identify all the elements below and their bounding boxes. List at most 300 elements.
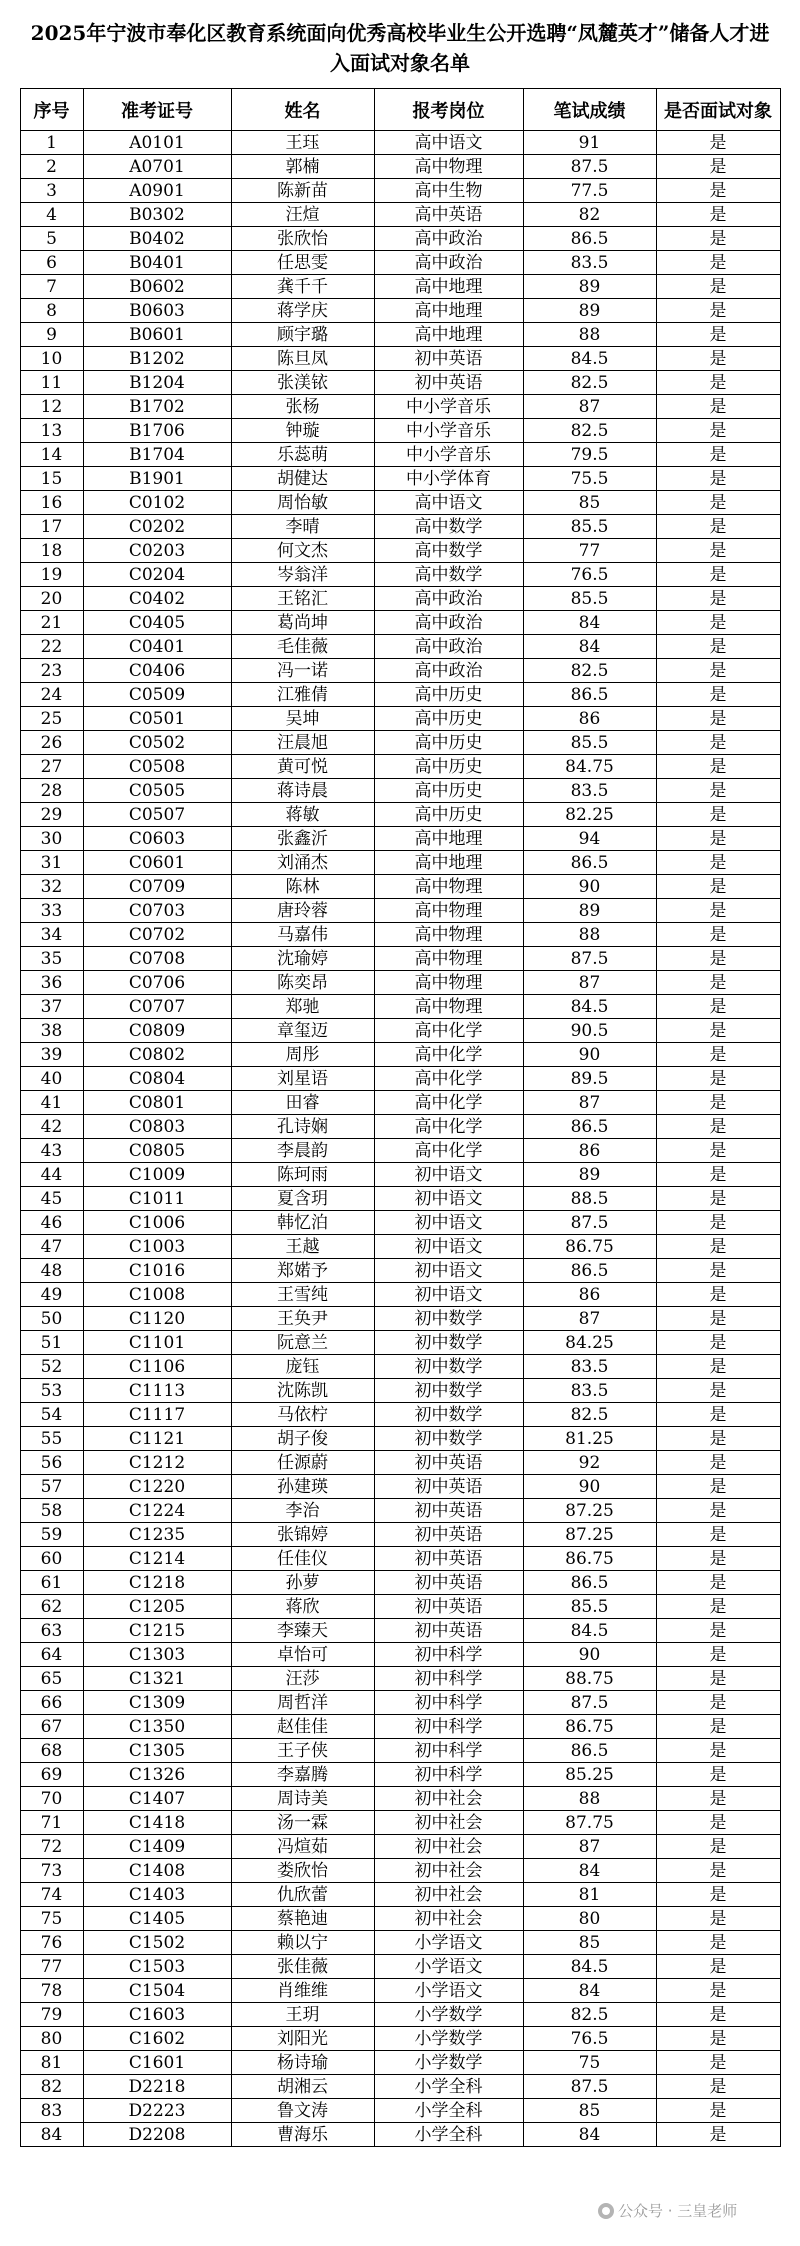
cell-score: 88.5	[523, 1187, 656, 1211]
table-row	[20, 971, 780, 995]
table-row	[20, 155, 780, 179]
cell-name: 马依柠	[231, 1403, 374, 1427]
cell-exam-id: B1704	[83, 443, 231, 467]
cell-name: 沈瑜婷	[231, 947, 374, 971]
cell-index: 53	[20, 1379, 83, 1403]
cell-score: 77	[523, 539, 656, 563]
cell-exam-id: C0508	[83, 755, 231, 779]
cell-index: 42	[20, 1115, 83, 1139]
cell-position: 高中语文	[374, 131, 523, 155]
cell-exam-id: C0405	[83, 611, 231, 635]
table-row	[20, 2027, 780, 2051]
cell-position: 高中历史	[374, 779, 523, 803]
cell-exam-id: C1121	[83, 1427, 231, 1451]
cell-index: 72	[20, 1835, 83, 1859]
cell-interview: 是	[656, 347, 780, 371]
cell-exam-id: C0406	[83, 659, 231, 683]
cell-name: 孙建瑛	[231, 1475, 374, 1499]
cell-interview: 是	[656, 851, 780, 875]
cell-exam-id: C0502	[83, 731, 231, 755]
cell-exam-id: C1113	[83, 1379, 231, 1403]
cell-interview: 是	[656, 611, 780, 635]
cell-score: 91	[523, 131, 656, 155]
cell-position: 初中科学	[374, 1667, 523, 1691]
watermark	[598, 2200, 737, 2221]
title-line-2: 入面试对象名单	[330, 51, 470, 75]
cell-name: 李晨韵	[231, 1139, 374, 1163]
cell-name: 王珏	[231, 131, 374, 155]
cell-interview: 是	[656, 1163, 780, 1187]
cell-position: 初中数学	[374, 1307, 523, 1331]
table-row	[20, 1211, 780, 1235]
cell-index: 14	[20, 443, 83, 467]
cell-index: 59	[20, 1523, 83, 1547]
cell-position: 初中数学	[374, 1331, 523, 1355]
table-row	[20, 1739, 780, 1763]
cell-exam-id: C0601	[83, 851, 231, 875]
cell-exam-id: C0801	[83, 1091, 231, 1115]
cell-name: 孙萝	[231, 1571, 374, 1595]
table-row	[20, 251, 780, 275]
table-row	[20, 1283, 780, 1307]
cell-score: 89.5	[523, 1067, 656, 1091]
table-row	[20, 2003, 780, 2027]
cell-name: 乐蕊萌	[231, 443, 374, 467]
cell-name: 沈陈凯	[231, 1379, 374, 1403]
cell-score: 84.25	[523, 1331, 656, 1355]
cell-name: 王子侠	[231, 1739, 374, 1763]
cell-exam-id: C1220	[83, 1475, 231, 1499]
cell-name: 杨诗瑜	[231, 2051, 374, 2075]
page-title	[20, 0, 780, 78]
cell-index: 49	[20, 1283, 83, 1307]
table-row	[20, 1307, 780, 1331]
cell-exam-id: C1601	[83, 2051, 231, 2075]
cell-interview: 是	[656, 1547, 780, 1571]
cell-interview: 是	[656, 1499, 780, 1523]
table-row	[20, 1979, 780, 2003]
cell-position: 小学全科	[374, 2099, 523, 2123]
table-row	[20, 947, 780, 971]
cell-exam-id: C1215	[83, 1619, 231, 1643]
cell-index: 46	[20, 1211, 83, 1235]
cell-position: 初中科学	[374, 1691, 523, 1715]
cell-position: 初中英语	[374, 347, 523, 371]
cell-index: 45	[20, 1187, 83, 1211]
cell-index: 79	[20, 2003, 83, 2027]
cell-position: 初中英语	[374, 1475, 523, 1499]
cell-score: 82.5	[523, 2003, 656, 2027]
cell-score: 87.5	[523, 1691, 656, 1715]
cell-index: 40	[20, 1067, 83, 1091]
table-row	[20, 1547, 780, 1571]
cell-name: 蒋欣	[231, 1595, 374, 1619]
cell-interview: 是	[656, 1883, 780, 1907]
cell-position: 高中政治	[374, 227, 523, 251]
cell-interview: 是	[656, 659, 780, 683]
cell-interview: 是	[656, 323, 780, 347]
cell-interview: 是	[656, 1283, 780, 1307]
cell-position: 初中科学	[374, 1643, 523, 1667]
table-row	[20, 1355, 780, 1379]
cell-name: 汤一霖	[231, 1811, 374, 1835]
cell-exam-id: B1202	[83, 347, 231, 371]
cell-name: 李治	[231, 1499, 374, 1523]
cell-score: 79.5	[523, 443, 656, 467]
cell-index: 28	[20, 779, 83, 803]
cell-interview: 是	[656, 2075, 780, 2099]
cell-score: 87	[523, 395, 656, 419]
cell-position: 高中化学	[374, 1139, 523, 1163]
table-row	[20, 131, 780, 155]
cell-exam-id: C1504	[83, 1979, 231, 2003]
cell-score: 85.5	[523, 1595, 656, 1619]
table-row	[20, 1235, 780, 1259]
cell-name: 周怡敏	[231, 491, 374, 515]
cell-name: 郭楠	[231, 155, 374, 179]
cell-position: 小学数学	[374, 2051, 523, 2075]
cell-position: 初中英语	[374, 1499, 523, 1523]
cell-score: 86.5	[523, 683, 656, 707]
cell-exam-id: C1503	[83, 1955, 231, 1979]
cell-index: 60	[20, 1547, 83, 1571]
cell-name: 龚千千	[231, 275, 374, 299]
cell-interview: 是	[656, 419, 780, 443]
table-row	[20, 1187, 780, 1211]
cell-index: 75	[20, 1907, 83, 1931]
cell-exam-id: C1218	[83, 1571, 231, 1595]
cell-name: 周哲洋	[231, 1691, 374, 1715]
cell-position: 初中社会	[374, 1907, 523, 1931]
table-row	[20, 1907, 780, 1931]
cell-exam-id: C1405	[83, 1907, 231, 1931]
cell-interview: 是	[656, 947, 780, 971]
cell-name: 江雅倩	[231, 683, 374, 707]
cell-score: 86.5	[523, 1739, 656, 1763]
cell-interview: 是	[656, 1811, 780, 1835]
cell-name: 刘涌杰	[231, 851, 374, 875]
cell-exam-id: C1016	[83, 1259, 231, 1283]
cell-interview: 是	[656, 491, 780, 515]
cell-interview: 是	[656, 779, 780, 803]
cell-index: 43	[20, 1139, 83, 1163]
cell-interview: 是	[656, 131, 780, 155]
cell-score: 88.75	[523, 1667, 656, 1691]
table-row	[20, 899, 780, 923]
cell-exam-id: A0101	[83, 131, 231, 155]
cell-position: 小学全科	[374, 2123, 523, 2147]
cell-score: 85.25	[523, 1763, 656, 1787]
cell-name: 王奂尹	[231, 1307, 374, 1331]
cell-exam-id: B1204	[83, 371, 231, 395]
cell-interview: 是	[656, 1571, 780, 1595]
cell-name: 王铭汇	[231, 587, 374, 611]
cell-exam-id: C0702	[83, 923, 231, 947]
table-row	[20, 803, 780, 827]
cell-index: 67	[20, 1715, 83, 1739]
cell-interview: 是	[656, 827, 780, 851]
cell-score: 85.5	[523, 515, 656, 539]
table-row	[20, 1811, 780, 1835]
cell-interview: 是	[656, 539, 780, 563]
cell-interview: 是	[656, 1595, 780, 1619]
cell-exam-id: C0805	[83, 1139, 231, 1163]
watermark-text: 公众号 · 三皇老师	[618, 2202, 738, 2220]
cell-position: 小学语文	[374, 1931, 523, 1955]
cell-index: 33	[20, 899, 83, 923]
table-row	[20, 467, 780, 491]
table-row	[20, 371, 780, 395]
cell-position: 初中英语	[374, 1571, 523, 1595]
cell-position: 初中英语	[374, 371, 523, 395]
cell-index: 19	[20, 563, 83, 587]
cell-score: 87	[523, 1307, 656, 1331]
cell-name: 任思雯	[231, 251, 374, 275]
cell-position: 初中科学	[374, 1763, 523, 1787]
cell-name: 周彤	[231, 1043, 374, 1067]
cell-score: 87	[523, 1091, 656, 1115]
cell-interview: 是	[656, 1043, 780, 1067]
cell-name: 仇欣蕾	[231, 1883, 374, 1907]
cell-index: 10	[20, 347, 83, 371]
cell-index: 29	[20, 803, 83, 827]
cell-name: 汪莎	[231, 1667, 374, 1691]
cell-exam-id: C1321	[83, 1667, 231, 1691]
cell-interview: 是	[656, 1427, 780, 1451]
cell-name: 冯煊茹	[231, 1835, 374, 1859]
cell-score: 75	[523, 2051, 656, 2075]
table-row	[20, 1763, 780, 1787]
cell-name: 鲁文涛	[231, 2099, 374, 2123]
cell-name: 陈珂雨	[231, 1163, 374, 1187]
cell-name: 唐玲蓉	[231, 899, 374, 923]
table-row	[20, 1715, 780, 1739]
cell-score: 89	[523, 899, 656, 923]
cell-position: 高中地理	[374, 299, 523, 323]
table-row	[20, 1451, 780, 1475]
header-interview: 是否面试对象	[656, 89, 780, 131]
cell-exam-id: C0802	[83, 1043, 231, 1067]
cell-name: 陈旦凤	[231, 347, 374, 371]
cell-exam-id: C1224	[83, 1499, 231, 1523]
cell-index: 81	[20, 2051, 83, 2075]
cell-score: 92	[523, 1451, 656, 1475]
cell-position: 高中物理	[374, 995, 523, 1019]
cell-interview: 是	[656, 1187, 780, 1211]
cell-score: 84	[523, 635, 656, 659]
cell-index: 12	[20, 395, 83, 419]
cell-index: 35	[20, 947, 83, 971]
table-row	[20, 323, 780, 347]
cell-interview: 是	[656, 2123, 780, 2147]
cell-score: 87.5	[523, 155, 656, 179]
cell-index: 71	[20, 1811, 83, 1835]
cell-name: 韩忆泊	[231, 1211, 374, 1235]
cell-interview: 是	[656, 515, 780, 539]
cell-exam-id: B1706	[83, 419, 231, 443]
cell-exam-id: C1326	[83, 1763, 231, 1787]
cell-name: 刘星语	[231, 1067, 374, 1091]
cell-exam-id: C0401	[83, 635, 231, 659]
cell-position: 高中化学	[374, 1091, 523, 1115]
cell-index: 57	[20, 1475, 83, 1499]
cell-position: 高中化学	[374, 1115, 523, 1139]
cell-score: 85	[523, 1931, 656, 1955]
cell-index: 68	[20, 1739, 83, 1763]
table-row	[20, 1667, 780, 1691]
cell-interview: 是	[656, 1787, 780, 1811]
cell-interview: 是	[656, 395, 780, 419]
cell-index: 55	[20, 1427, 83, 1451]
cell-interview: 是	[656, 155, 780, 179]
cell-interview: 是	[656, 2051, 780, 2075]
cell-name: 胡湘云	[231, 2075, 374, 2099]
cell-position: 初中社会	[374, 1787, 523, 1811]
cell-score: 86.75	[523, 1547, 656, 1571]
cell-name: 赵佳佳	[231, 1715, 374, 1739]
cell-exam-id: B0601	[83, 323, 231, 347]
table-row	[20, 1835, 780, 1859]
cell-index: 39	[20, 1043, 83, 1067]
cell-score: 76.5	[523, 563, 656, 587]
cell-score: 75.5	[523, 467, 656, 491]
cell-score: 90	[523, 1643, 656, 1667]
cell-score: 85	[523, 2099, 656, 2123]
cell-index: 36	[20, 971, 83, 995]
cell-score: 86.5	[523, 227, 656, 251]
cell-interview: 是	[656, 1691, 780, 1715]
cell-position: 初中数学	[374, 1403, 523, 1427]
cell-interview: 是	[656, 1835, 780, 1859]
cell-index: 76	[20, 1931, 83, 1955]
cell-exam-id: C1009	[83, 1163, 231, 1187]
table-row	[20, 1691, 780, 1715]
cell-index: 73	[20, 1859, 83, 1883]
cell-exam-id: C1006	[83, 1211, 231, 1235]
table-row	[20, 1955, 780, 1979]
cell-score: 87.75	[523, 1811, 656, 1835]
cell-name: 王越	[231, 1235, 374, 1259]
table-row	[20, 1883, 780, 1907]
cell-name: 卓怡可	[231, 1643, 374, 1667]
cell-score: 82.25	[523, 803, 656, 827]
table-row	[20, 1595, 780, 1619]
cell-index: 26	[20, 731, 83, 755]
cell-score: 87.25	[523, 1523, 656, 1547]
cell-position: 高中历史	[374, 707, 523, 731]
cell-exam-id: C1235	[83, 1523, 231, 1547]
cell-interview: 是	[656, 1715, 780, 1739]
table-row	[20, 1139, 780, 1163]
cell-position: 高中语文	[374, 491, 523, 515]
cell-index: 15	[20, 467, 83, 491]
cell-index: 77	[20, 1955, 83, 1979]
table-row	[20, 1019, 780, 1043]
cell-position: 中小学音乐	[374, 395, 523, 419]
cell-exam-id: C1403	[83, 1883, 231, 1907]
cell-score: 87.25	[523, 1499, 656, 1523]
cell-exam-id: C0505	[83, 779, 231, 803]
cell-interview: 是	[656, 1067, 780, 1091]
cell-index: 66	[20, 1691, 83, 1715]
cell-index: 34	[20, 923, 83, 947]
cell-score: 88	[523, 323, 656, 347]
table-row	[20, 275, 780, 299]
table-row	[20, 1403, 780, 1427]
cell-name: 郑驰	[231, 995, 374, 1019]
table-row	[20, 1787, 780, 1811]
cell-exam-id: B0603	[83, 299, 231, 323]
table-body	[20, 131, 780, 2147]
header-position: 报考岗位	[374, 89, 523, 131]
cell-name: 顾宇璐	[231, 323, 374, 347]
cell-interview: 是	[656, 923, 780, 947]
cell-score: 85.5	[523, 731, 656, 755]
cell-position: 初中语文	[374, 1211, 523, 1235]
cell-name: 葛尚坤	[231, 611, 374, 635]
cell-interview: 是	[656, 1907, 780, 1931]
cell-interview: 是	[656, 1115, 780, 1139]
cell-name: 岑翁洋	[231, 563, 374, 587]
cell-name: 张鑫沂	[231, 827, 374, 851]
table-row	[20, 179, 780, 203]
cell-index: 51	[20, 1331, 83, 1355]
cell-score: 83.5	[523, 779, 656, 803]
table-row	[20, 659, 780, 683]
cell-exam-id: C1011	[83, 1187, 231, 1211]
cell-index: 17	[20, 515, 83, 539]
cell-exam-id: D2208	[83, 2123, 231, 2147]
cell-score: 83.5	[523, 251, 656, 275]
cell-position: 初中语文	[374, 1283, 523, 1307]
cell-exam-id: C1117	[83, 1403, 231, 1427]
cell-exam-id: C0501	[83, 707, 231, 731]
table-row	[20, 683, 780, 707]
cell-name: 陈林	[231, 875, 374, 899]
cell-name: 汪晨旭	[231, 731, 374, 755]
cell-score: 87	[523, 1835, 656, 1859]
cell-interview: 是	[656, 467, 780, 491]
cell-position: 高中数学	[374, 539, 523, 563]
cell-exam-id: B0402	[83, 227, 231, 251]
cell-interview: 是	[656, 1259, 780, 1283]
cell-score: 83.5	[523, 1379, 656, 1403]
table-row	[20, 563, 780, 587]
cell-name: 张锦婷	[231, 1523, 374, 1547]
cell-score: 82.5	[523, 371, 656, 395]
cell-name: 陈奕昂	[231, 971, 374, 995]
cell-position: 高中数学	[374, 515, 523, 539]
table-row	[20, 491, 780, 515]
cell-interview: 是	[656, 1763, 780, 1787]
cell-index: 8	[20, 299, 83, 323]
cell-name: 夏含玥	[231, 1187, 374, 1211]
table-row	[20, 827, 780, 851]
cell-score: 86.5	[523, 1259, 656, 1283]
cell-position: 初中社会	[374, 1859, 523, 1883]
cell-exam-id: C0202	[83, 515, 231, 539]
cell-interview: 是	[656, 1523, 780, 1547]
cell-exam-id: C0706	[83, 971, 231, 995]
cell-index: 44	[20, 1163, 83, 1187]
cell-score: 90	[523, 1475, 656, 1499]
cell-name: 蒋敏	[231, 803, 374, 827]
header-score: 笔试成绩	[523, 89, 656, 131]
table-row	[20, 635, 780, 659]
table-row	[20, 347, 780, 371]
cell-name: 蔡艳迪	[231, 1907, 374, 1931]
cell-score: 87.5	[523, 1211, 656, 1235]
